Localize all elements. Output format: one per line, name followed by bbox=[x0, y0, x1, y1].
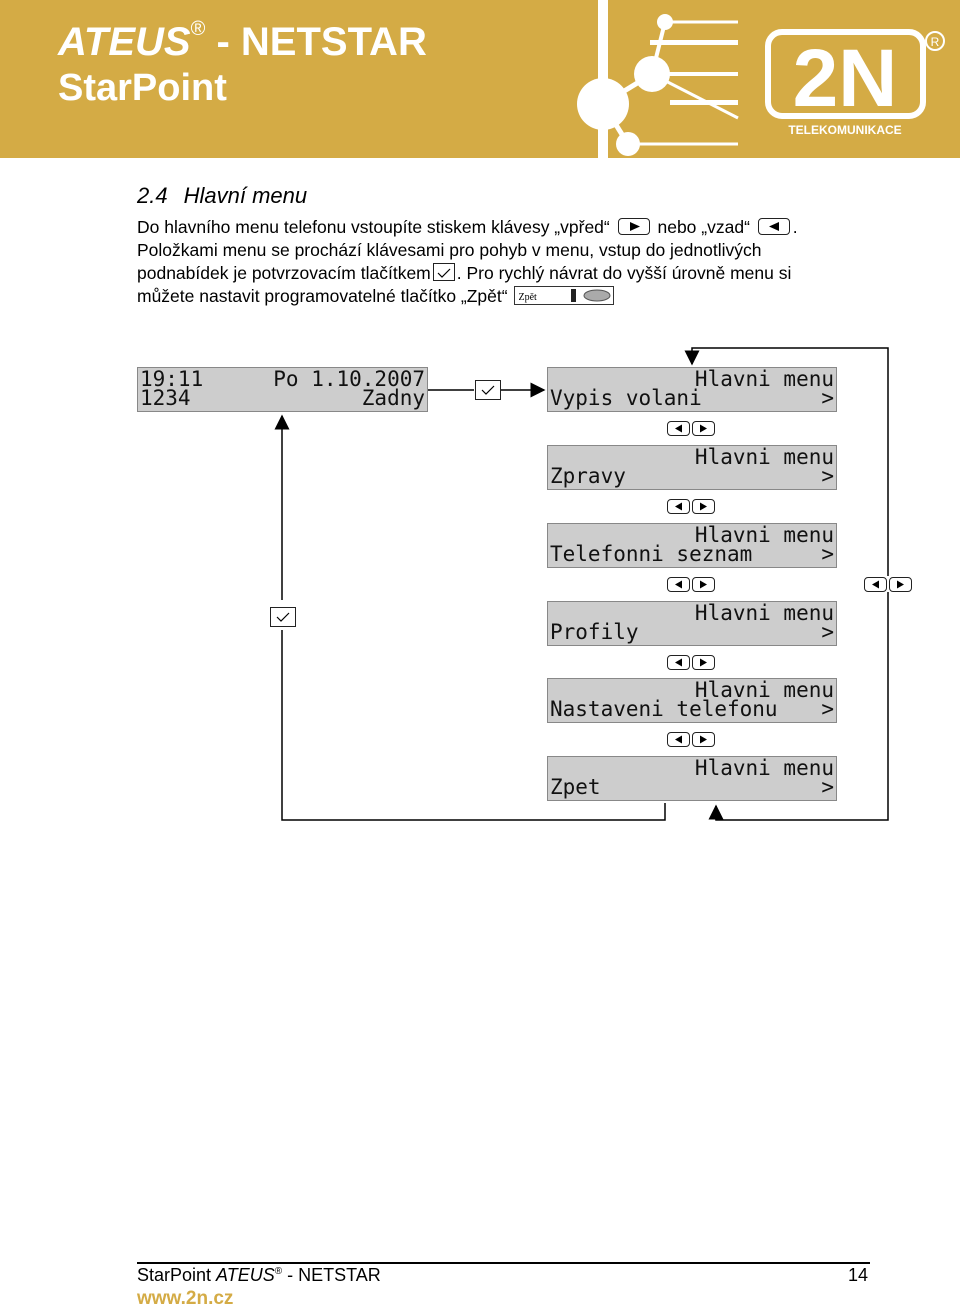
footer-url[interactable]: www.2n.cz bbox=[137, 1288, 234, 1309]
section-heading: 2.4 Hlavní menu bbox=[137, 183, 308, 208]
chevron-right-icon: > bbox=[821, 386, 834, 410]
back-programmable-key-icon: Zpět bbox=[514, 286, 614, 305]
forward-key-icon bbox=[692, 577, 715, 592]
footer-product: StarPoint ATEUS® - NETSTAR bbox=[137, 1265, 381, 1285]
footer-divider bbox=[137, 1262, 870, 1264]
svg-text:R: R bbox=[930, 35, 940, 49]
chevron-right-icon: > bbox=[821, 775, 834, 799]
idle-time: 19:11 bbox=[140, 367, 204, 391]
paragraph-line-2: Položkami menu se prochází klávesami pro pohyb v menu, vstup do jednotlivých bbox=[137, 240, 762, 260]
nav-keys-pair bbox=[864, 577, 912, 592]
paragraph-line-4: můžete nastavit programovatelné tlačítko „Zpět“ Zpět bbox=[137, 285, 877, 307]
forward-key-icon bbox=[692, 732, 715, 747]
chevron-right-icon: > bbox=[821, 697, 834, 721]
menu-item-label: Nastaveni telefonu bbox=[550, 697, 778, 721]
menu-display-zpet: Hlavni menu Zpet > bbox=[547, 756, 837, 801]
confirm-key-icon bbox=[270, 607, 296, 627]
menu-display-telefonni-seznam: Hlavni menu Telefonni seznam > bbox=[547, 523, 837, 568]
page-number: 14 bbox=[848, 1265, 869, 1285]
svg-text:2N: 2N bbox=[792, 33, 898, 124]
menu-item-label: Telefonni seznam bbox=[550, 542, 753, 566]
nav-keys-pair bbox=[667, 421, 715, 436]
idle-number: 1234 bbox=[140, 386, 191, 410]
idle-display bbox=[137, 367, 428, 412]
forward-key-icon bbox=[692, 421, 715, 436]
chevron-right-icon: > bbox=[821, 620, 834, 644]
paragraph-line-3: podnabídek je potvrzovacím tlačítkem . Pro rychlý návrat do vyšší úrovně menu si bbox=[137, 263, 792, 283]
back-key-icon bbox=[667, 421, 690, 436]
menu-item-label: Profily bbox=[550, 620, 639, 644]
idle-status: Zadny bbox=[361, 386, 425, 410]
forward-key-icon bbox=[692, 655, 715, 670]
menu-item-label: Vypis volani bbox=[550, 386, 702, 410]
menu-display-profily: Hlavni menu Profily > bbox=[547, 601, 837, 646]
nav-keys-pair bbox=[667, 499, 715, 514]
nav-keys-pair bbox=[667, 732, 715, 747]
chevron-right-icon: > bbox=[821, 542, 834, 566]
menu-display-nastaveni-telefonu: Hlavni menu Nastaveni telefonu > bbox=[547, 678, 837, 723]
svg-text:TELEKOMUNIKACE: TELEKOMUNIKACE bbox=[788, 123, 902, 137]
nav-keys-pair bbox=[667, 577, 715, 592]
forward-key-icon bbox=[889, 577, 912, 592]
chevron-right-icon: > bbox=[821, 464, 834, 488]
menu-display-zpravy: Hlavni menu Zpravy > bbox=[547, 445, 837, 490]
confirm-key-icon bbox=[475, 380, 501, 400]
idle-date: Po 1.10.2007 bbox=[273, 367, 425, 391]
menu-item-label: Zpravy bbox=[550, 464, 626, 488]
forward-key-icon bbox=[692, 499, 715, 514]
back-key-icon bbox=[667, 732, 690, 747]
back-key-icon bbox=[667, 577, 690, 592]
back-key-icon bbox=[864, 577, 887, 592]
header-title: ATEUS® - NETSTAR bbox=[58, 18, 427, 64]
menu-display-vypis-volani: Hlavni menu Vypis volani > bbox=[547, 367, 837, 412]
menu-item-label: Zpet bbox=[550, 775, 601, 799]
paragraph-line-1: Do hlavního menu telefonu vstoupíte stiskem klávesy „vpřed“ nebo „vzad“ . bbox=[137, 217, 798, 237]
back-key-icon bbox=[667, 499, 690, 514]
back-key-icon bbox=[667, 655, 690, 670]
nav-keys-pair bbox=[667, 655, 715, 670]
header-subtitle: StarPoint bbox=[58, 67, 227, 109]
